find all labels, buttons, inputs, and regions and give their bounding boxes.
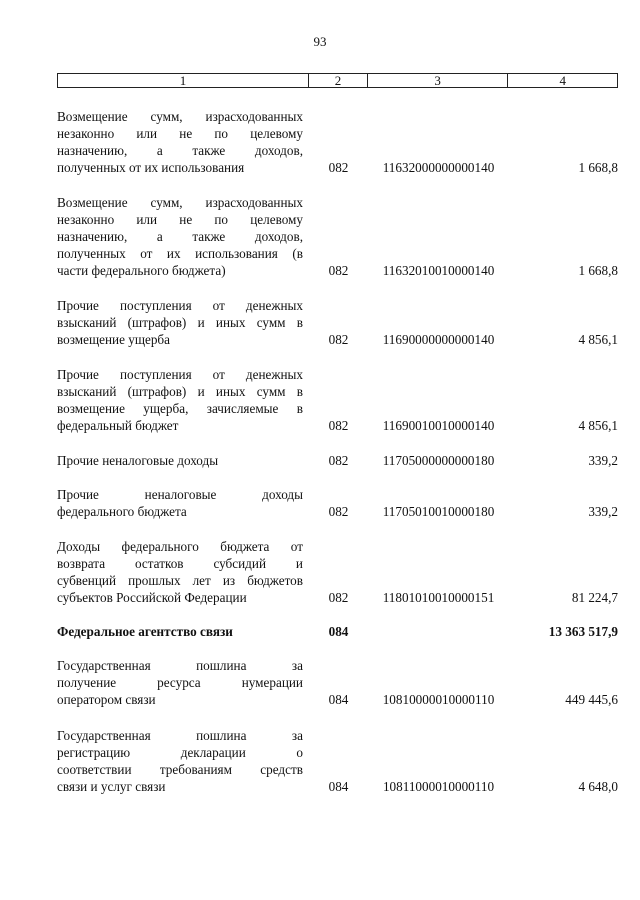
row-name-line: возмещение ущерба bbox=[57, 332, 170, 347]
row-admin-code: 084 bbox=[328, 692, 349, 707]
row-admin-code: 082 bbox=[328, 418, 349, 433]
row-name-line: взысканий (штрафов) и иных сумм в bbox=[57, 384, 303, 399]
row-name-line: полученных от их использования bbox=[57, 160, 245, 175]
row-amount: 339,2 bbox=[588, 504, 618, 519]
row-budget-code: 11705010010000180 bbox=[382, 504, 495, 519]
row-amount: 1 668,8 bbox=[578, 263, 618, 278]
row-amount: 13 363 517,9 bbox=[548, 624, 618, 639]
row-name-line: Возмещение сумм, израсходованных bbox=[57, 109, 303, 124]
row-name-line: назначению, а также доходов, bbox=[57, 143, 303, 158]
row-budget-code: 11690010010000140 bbox=[382, 418, 495, 433]
row-name-line: Прочие поступления от денежных bbox=[57, 367, 303, 382]
table-row bbox=[57, 0, 618, 795]
row-name-line: Возмещение сумм, израсходованных bbox=[57, 195, 303, 210]
row-name-line: возврата остатков субсидий и bbox=[57, 556, 303, 571]
row-name-line: субъектов Российской Федерации bbox=[57, 590, 247, 605]
row-admin-code: 082 bbox=[328, 453, 349, 468]
row-budget-code: 10810000010000110 bbox=[382, 692, 495, 707]
row-budget-code: 11801010010000151 bbox=[382, 590, 495, 605]
row-amount: 339,2 bbox=[588, 453, 618, 468]
row-admin-code: 082 bbox=[328, 332, 349, 347]
row-name-line: оператором связи bbox=[57, 692, 156, 707]
row-name-line: назначению, а также доходов, bbox=[57, 229, 303, 244]
row-amount: 4 648,0 bbox=[578, 779, 618, 794]
row-budget-code: 11632000000000140 bbox=[382, 160, 495, 175]
row-name-line: соответствии требованиям средств bbox=[57, 762, 303, 777]
row-name-line: Доходы федерального бюджета от bbox=[57, 539, 303, 554]
row-name-line: Прочие неналоговые доходы bbox=[57, 453, 219, 468]
row-amount: 449 445,6 bbox=[565, 692, 618, 707]
row-name-line: полученных от их использования (в bbox=[57, 246, 303, 261]
row-admin-code: 082 bbox=[328, 263, 349, 278]
row-name-line: Государственная пошлина за bbox=[57, 728, 303, 743]
row-amount: 1 668,8 bbox=[578, 160, 618, 175]
page-number: 93 bbox=[313, 34, 327, 49]
row-name-line: незаконно или не по целевому bbox=[57, 126, 303, 141]
column-header-4: 4 bbox=[559, 73, 566, 88]
row-name-line: Государственная пошлина за bbox=[57, 658, 303, 673]
row-name-line: получение ресурса нумерации bbox=[57, 675, 303, 690]
row-name-line: Прочие неналоговые доходы bbox=[57, 487, 303, 502]
column-header-2: 2 bbox=[309, 74, 368, 87]
row-admin-code: 082 bbox=[328, 160, 349, 175]
row-name bbox=[57, 727, 303, 795]
column-header-1: 1 bbox=[58, 74, 309, 87]
row-name-line: части федерального бюджета) bbox=[57, 263, 226, 278]
row-admin-code: 084 bbox=[328, 779, 349, 794]
row-name-line: связи и услуг связи bbox=[57, 779, 166, 794]
row-name-line: субвенций прошлых лет из бюджетов bbox=[57, 573, 303, 588]
row-budget-code: 11632010010000140 bbox=[382, 263, 495, 278]
row-budget-code: 11705000000000180 bbox=[382, 453, 495, 468]
row-admin-code: 082 bbox=[328, 504, 349, 519]
row-budget-code: 11690000000000140 bbox=[382, 332, 495, 347]
row-name-line: Прочие поступления от денежных bbox=[57, 298, 303, 313]
row-name-line: регистрацию декларации о bbox=[57, 745, 303, 760]
column-header-3: 3 bbox=[368, 74, 509, 87]
row-name-line: федеральный бюджет bbox=[57, 418, 179, 433]
row-name-line: федерального бюджета bbox=[57, 504, 187, 519]
row-amount: 81 224,7 bbox=[571, 590, 618, 605]
row-name-line: возмещение ущерба, зачисляемые в bbox=[57, 401, 303, 416]
row-amount: 4 856,1 bbox=[578, 418, 618, 433]
row-name-line: Федеральное агентство связи bbox=[57, 624, 233, 639]
row-admin-code: 084 bbox=[328, 624, 349, 639]
row-budget-code: 10811000010000110 bbox=[382, 779, 495, 794]
row-name-line: взысканий (штрафов) и иных сумм в bbox=[57, 315, 303, 330]
row-admin-code: 082 bbox=[328, 590, 349, 605]
row-amount: 4 856,1 bbox=[578, 332, 618, 347]
row-name-line: незаконно или не по целевому bbox=[57, 212, 303, 227]
